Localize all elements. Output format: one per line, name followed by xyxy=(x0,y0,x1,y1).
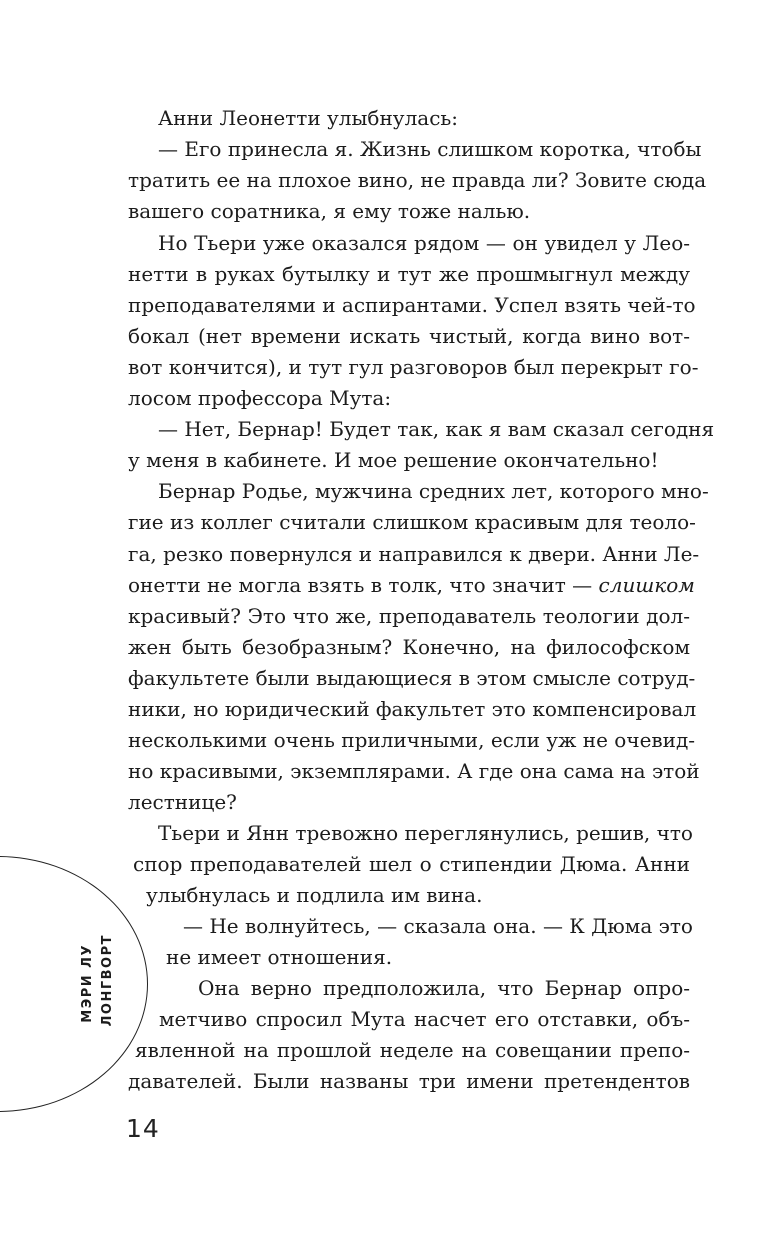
text-line: Анни Леонетти улыбнулась: xyxy=(158,106,459,130)
text-line: но красивыми, экземплярами. А где она сама на этой xyxy=(128,759,700,783)
text-line: нетти в руках бутылку и тут же прошмыгнул между xyxy=(128,262,690,286)
text-line: жен быть безобразным? Конечно, на философском xyxy=(128,635,690,659)
text-line: ники, но юридический факультет это компенсировал xyxy=(128,697,697,721)
text-line: га, резко повернулся и направился к двери. Анни Ле- xyxy=(128,542,700,566)
text-line: несколькими очень приличными, если уж не очевид- xyxy=(128,728,696,752)
text-line: факультете были выдающиеся в этом смысле сотруд- xyxy=(128,666,696,690)
text-line: лосом профессора Мута: xyxy=(128,386,392,410)
text-line: Бернар Родье, мужчина средних лет, которого мно- xyxy=(158,479,709,503)
decorative-circle xyxy=(0,856,148,1112)
text-line: не имеет отношения. xyxy=(166,945,393,969)
text-line: Но Тьери уже оказался рядом — он увидел у Лео- xyxy=(158,231,690,255)
text-line: преподавателями и аспирантами. Успел взять чей-то xyxy=(128,293,696,317)
emphasis-text: слишком xyxy=(598,573,695,597)
text-line: давателей. Были названы три имени претендентов xyxy=(128,1069,690,1093)
text-line: красивый? Это что же, преподаватель теологии дол- xyxy=(128,604,690,628)
text-line: метчиво спросил Мута насчет его отставки, объ- xyxy=(159,1007,690,1031)
author-name-line2: ЛОНГВОРТ xyxy=(100,934,115,1027)
text-line: бокал (нет времени искать чистый, когда вино вот- xyxy=(128,324,690,348)
page-number: 14 xyxy=(126,1114,160,1143)
text-line: тратить ее на плохое вино, не правда ли? Зовите сюда xyxy=(128,168,707,192)
text-line: улыбнулась и подлила им вина. xyxy=(146,883,483,907)
text-line: лестнице? xyxy=(128,790,237,814)
text-line: гие из коллег считали слишком красивым для теоло- xyxy=(128,510,696,534)
author-name-line1: МЭРИ ЛУ xyxy=(80,944,95,1023)
text-line: — Его принесла я. Жизнь слишком коротка, чтобы xyxy=(158,137,702,161)
text-line: Тьери и Янн тревожно переглянулись, решив, что xyxy=(158,821,693,845)
text-line: онетти не могла взять в толк, что значит — слишком xyxy=(128,573,695,597)
text-line: Она верно предположила, что Бернар опро- xyxy=(198,976,690,1000)
text-line: у меня в кабинете. И мое решение окончательно! xyxy=(128,448,659,472)
text-line: спор преподавателей шел о стипендии Дюма. Анни xyxy=(133,852,690,876)
text-line: — Не волнуйтесь, — сказала она. — К Дюма это xyxy=(183,914,693,938)
text-line: вот кончится), и тут гул разговоров был перекрыт го- xyxy=(128,355,699,379)
text-line: явленной на прошлой неделе на совещании препо- xyxy=(135,1038,690,1062)
text-line: вашего соратника, я ему тоже налью. xyxy=(128,199,531,223)
text-line: — Нет, Бернар! Будет так, как я вам сказал сегодня xyxy=(158,417,715,441)
